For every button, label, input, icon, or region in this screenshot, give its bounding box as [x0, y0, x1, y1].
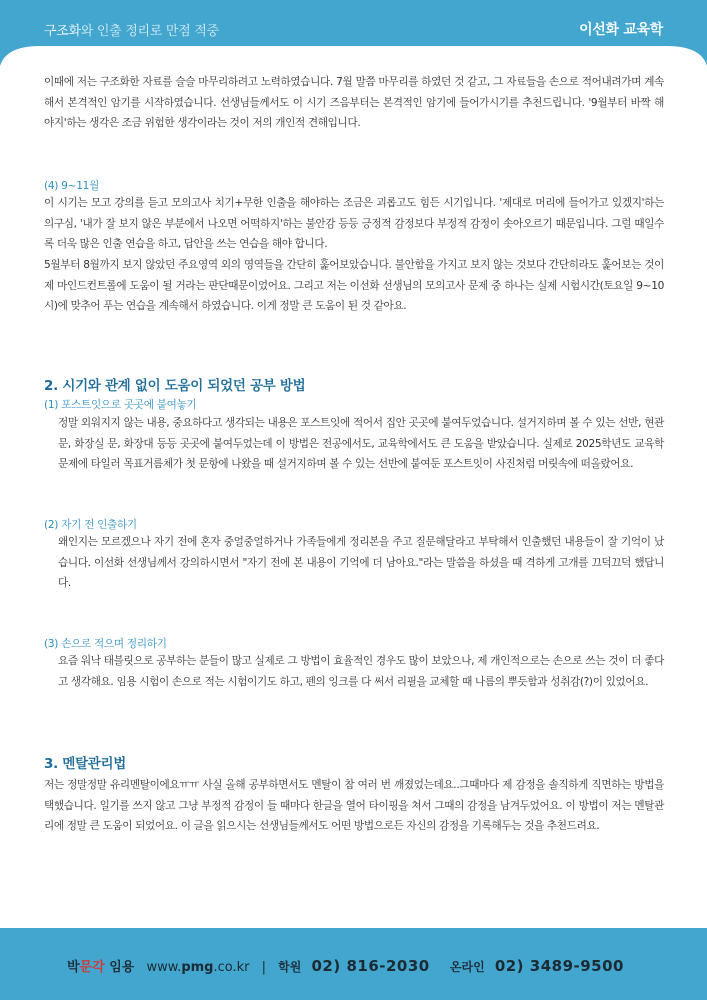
section2-sub1-text: 정말 외워지지 않는 내용, 중요하다고 생각되는 내용은 포스트잇에 적어서 집안 곳곳에 붙여두었습니다. 설거지하며 볼 수 있는 선반, 현관문, 화장실 문, 화장대 등등 곳곳에 붙여두었는데 이 방법은 전공에서도, 교육학에서도 큰 도움을 받았습니다. 실제로 2025학년도 교육학 문제에 타일러 목표거름체가 첫 문항에 나왔을 때 설거지하며 볼 수 있는 선반에 붙여둔 포스트잇이 사진처럼 머릿속에 떠올랐어요. — [58, 417, 664, 470]
brand-part3: 임용 — [104, 960, 135, 975]
header-author: 이선화 교육학 — [579, 22, 663, 38]
header-title — [44, 20, 219, 39]
footer-line — [0, 956, 707, 975]
section2-title: 2. 시기와 관계 없이 도움이 되었던 공부 방법 — [44, 378, 306, 394]
url-prefix: www. — [146, 960, 182, 975]
section2-sub2-heading: (2) 자기 전 인출하기 — [44, 519, 137, 531]
footer-separator: | — [261, 960, 267, 975]
url-domain: pmg — [181, 960, 214, 975]
header-title-part1: 구조화 — [44, 24, 81, 39]
online-phone: 02) 3489-9500 — [494, 957, 624, 975]
section3-title: 3. 멘탈관리법 — [44, 756, 127, 772]
section3-text: 저는 정말정말 유리멘탈이에요ㅠㅠ 사실 올해 공부하면서도 멘탈이 참 여러 번 깨졌었는데요..그때마다 제 감정을 솔직하게 직면하는 방법을 택했습니다. 일기를 쓰지 않고 그냥 부정적 감정이 들 때마다 한글을 열어 타이핑을 쳐서 그때의 감정을 남겨두었어요. 이 방법이 저는 멘탈관리에 정말 큰 도움이 되었어요. 이 글을 읽으시는 선생님들께서도 어떤 방법으로든 자신의 감정을 기록해두는 것을 추천드려요. — [44, 779, 664, 832]
intro-paragraph: 이때에 저는 구조화한 자료를 슬슬 마무리하려고 노력하였습니다. 7월 말쯤 마무리를 하였던 것 같고, 그 자료들을 손으로 적어내려가며 계속해서 본격적인 암기를 시작하였습니다. 선생님들께서도 이 시기 즈음부터는 본격적인 암기에 들어가시기를 추천드립니다. '9월부터 바짝 해야지'하는 생각은 조금 위험한 생각이라는 것이 저의 개인적 견해입니다. — [44, 76, 664, 129]
section2-sub2-text: 왜인지는 모르겠으나 자기 전에 혼자 중얼중얼하거나 가족들에게 정리본을 주고 질문해달라고 부탁해서 인출했던 내용들이 잘 기억이 났습니다. 이선화 선생님께서 강의하시면서 "자기 전에 본 내용이 기억에 더 남아요."라는 말씀을 하셨을 때 격하게 고개를 끄덕끄덕 했답니다. — [58, 536, 664, 589]
section2-sub3-heading: (3) 손으로 적으며 정리하기 — [44, 638, 167, 650]
page-header — [0, 0, 707, 46]
online-label: 온라인 — [449, 960, 485, 974]
section4-paragraph-2: 5월부터 8월까지 보지 않았던 주요영역 외의 영역들을 간단히 훑어보았습니다. 불안함을 가지고 보지 않는 것보다 간단히라도 훑어보는 것이 제 마인드컨트롤에 도움이 될 거라는 판단때문이었어요. 그리고 저는 이선화 선생님의 모의고사 문제 중 하나는 실제 시험시간(토요일 9~10시)에 맞추어 푸는 연습을 계속해서 하였습니다. 이게 정말 큰 도움이 된 것 같아요. — [44, 259, 664, 312]
brand-part1: 박 — [66, 960, 80, 975]
header-title-part3: 로 만점 적중 — [149, 24, 219, 39]
section4-heading: (4) 9~11월 — [44, 180, 100, 192]
header-curve-decoration — [0, 46, 707, 66]
url-suffix: .co.kr — [213, 960, 250, 975]
page-footer — [0, 928, 707, 1000]
header-title-part2: 와 인출 정리 — [80, 24, 150, 39]
academy-label: 학원 — [278, 960, 302, 974]
section2-sub3-text: 요즘 워낙 태블릿으로 공부하는 분들이 많고 실제로 그 방법이 효율적인 경우도 많이 보았으나, 제 개인적으로는 손으로 쓰는 것이 더 좋다고 생각해요. 임용 시험이 손으로 적는 시험이기도 하고, 펜의 잉크를 다 써서 리필을 교체할 때 나름의 뿌듯함과 성취감(?)이 있었어요. — [58, 655, 664, 688]
footer-url-link[interactable] — [146, 960, 249, 975]
academy-phone: 02) 816-2030 — [311, 957, 430, 975]
section2-sub1-heading: (1) 포스트잇으로 곳곳에 붙여놓기 — [44, 399, 197, 411]
footer-brand-logo — [67, 960, 134, 975]
brand-part2: 문각 — [79, 960, 105, 975]
section4-paragraph-1: 이 시기는 모고 강의를 듣고 모의고사 치기+무한 인출을 해야하는 조금은 괴롭고도 힘든 시기입니다. '제대로 머리에 들어가고 있겠지'하는 의구심, '내가 잘 보지 않은 부분에서 나오면 어떡하지'하는 불안감 등등 긍정적 감정보다 부정적 감정이 솟아오르기 때문입니다. 그럴 때일수록 더욱 많은 인출 연습을 하고, 답안을 쓰는 연습을 해야 합니다. — [44, 197, 664, 250]
